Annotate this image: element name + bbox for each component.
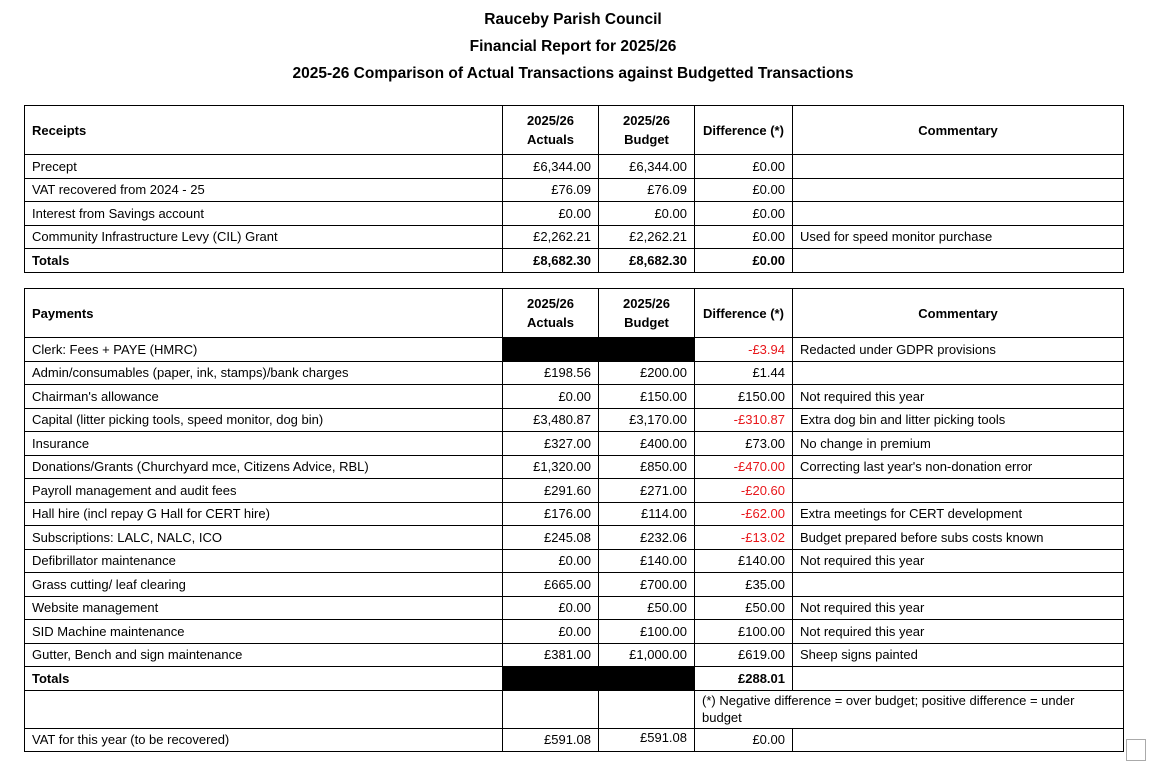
- budget-cell: £850.00: [599, 455, 695, 479]
- actuals-cell: £665.00: [503, 573, 599, 597]
- table-row: [25, 573, 1124, 597]
- difference-cell: £1.44: [695, 361, 793, 385]
- actuals-cell: £245.08: [503, 526, 599, 550]
- difference-cell: -£62.00: [695, 502, 793, 526]
- row-label: Hall hire (incl repay G Hall for CERT hire): [25, 502, 503, 526]
- table-row: [25, 225, 1124, 249]
- difference-cell: £150.00: [695, 385, 793, 409]
- report-title: Financial Report for 2025/26: [469, 38, 677, 55]
- vat-budget: £591.08: [599, 728, 695, 752]
- commentary-cell: Used for speed monitor purchase: [793, 225, 1124, 249]
- commentary-cell: Correcting last year's non-donation error: [793, 455, 1124, 479]
- commentary-cell: Not required this year: [793, 385, 1124, 409]
- checkbox[interactable]: [1126, 739, 1146, 761]
- difference-cell: £35.00: [695, 573, 793, 597]
- totals-actuals: £8,682.30: [503, 249, 599, 273]
- row-label: Insurance: [25, 432, 503, 456]
- table-row: [25, 408, 1124, 432]
- vat-label: VAT for this year (to be recovered): [25, 728, 503, 752]
- totals-label: Totals: [25, 249, 503, 273]
- budget-cell: £76.09: [599, 178, 695, 202]
- commentary-cell: Not required this year: [793, 549, 1124, 573]
- commentary-cell: Sheep signs painted: [793, 643, 1124, 667]
- receipts-header-row: [25, 106, 1124, 155]
- commentary-cell: Extra meetings for CERT development: [793, 502, 1124, 526]
- actuals-cell: £0.00: [503, 549, 599, 573]
- actuals-cell: £0.00: [503, 620, 599, 644]
- empty-cell: [25, 690, 503, 728]
- commentary-cell: [793, 155, 1124, 179]
- budget-cell: £400.00: [599, 432, 695, 456]
- budget-cell: £232.06: [599, 526, 695, 550]
- budget-cell: £114.00: [599, 502, 695, 526]
- budget-cell: £100.00: [599, 620, 695, 644]
- commentary-cell: Redacted under GDPR provisions: [793, 338, 1124, 362]
- redacted-cell: [503, 667, 599, 691]
- budget-cell: £0.00: [599, 202, 695, 226]
- budget-cell: £3,170.00: [599, 408, 695, 432]
- actuals-cell: £176.00: [503, 502, 599, 526]
- payments-header-difference: Difference (*): [695, 289, 793, 338]
- difference-cell: £100.00: [695, 620, 793, 644]
- totals-budget: £8,682.30: [599, 249, 695, 273]
- commentary-cell: Extra dog bin and litter picking tools: [793, 408, 1124, 432]
- row-label: Clerk: Fees + PAYE (HMRC): [25, 338, 503, 362]
- difference-cell: £140.00: [695, 549, 793, 573]
- difference-cell: £0.00: [695, 202, 793, 226]
- report-titles: [0, 6, 1146, 87]
- redacted-cell: [599, 667, 695, 691]
- payments-header-actuals: 2025/26 Actuals: [503, 289, 599, 338]
- commentary-cell: [793, 202, 1124, 226]
- budget-cell: £2,262.21: [599, 225, 695, 249]
- receipts-totals-row: [25, 249, 1124, 273]
- difference-cell: -£3.94: [695, 338, 793, 362]
- table-row: [25, 432, 1124, 456]
- commentary-cell: [793, 573, 1124, 597]
- difference-cell: £619.00: [695, 643, 793, 667]
- commentary-cell: Budget prepared before subs costs known: [793, 526, 1124, 550]
- difference-cell: £0.00: [695, 155, 793, 179]
- row-label: Website management: [25, 596, 503, 620]
- actuals-cell: £6,344.00: [503, 155, 599, 179]
- commentary-cell: No change in premium: [793, 432, 1124, 456]
- receipts-header-label: Receipts: [25, 106, 503, 155]
- row-label: Interest from Savings account: [25, 202, 503, 226]
- actuals-cell: £76.09: [503, 178, 599, 202]
- actuals-cell: £2,262.21: [503, 225, 599, 249]
- totals-difference: £288.01: [695, 667, 793, 691]
- receipts-header-actuals: 2025/26 Actuals: [503, 106, 599, 155]
- payments-table: [24, 288, 1124, 752]
- row-label: Community Infrastructure Levy (CIL) Grant: [25, 225, 503, 249]
- difference-cell: -£470.00: [695, 455, 793, 479]
- row-label: Donations/Grants (Churchyard mce, Citizens Advice, RBL): [25, 455, 503, 479]
- actuals-cell: £0.00: [503, 385, 599, 409]
- totals-commentary: [793, 667, 1124, 691]
- commentary-cell: Not required this year: [793, 620, 1124, 644]
- vat-difference: £0.00: [695, 728, 793, 752]
- row-label: Capital (litter picking tools, speed monitor, dog bin): [25, 408, 503, 432]
- row-label: Subscriptions: LALC, NALC, ICO: [25, 526, 503, 550]
- table-row: [25, 385, 1124, 409]
- budget-cell: £140.00: [599, 549, 695, 573]
- payments-totals-row: [25, 667, 1124, 691]
- table-row: [25, 178, 1124, 202]
- payments-header-row: [25, 289, 1124, 338]
- table-row: [25, 455, 1124, 479]
- difference-cell: £0.00: [695, 225, 793, 249]
- table-row: [25, 202, 1124, 226]
- empty-cell: [599, 690, 695, 728]
- budget-cell: £271.00: [599, 479, 695, 503]
- payments-header-commentary: Commentary: [793, 289, 1124, 338]
- commentary-cell: Not required this year: [793, 596, 1124, 620]
- difference-cell: -£310.87: [695, 408, 793, 432]
- payments-header-budget: 2025/26 Budget: [599, 289, 695, 338]
- vat-commentary: [793, 728, 1124, 752]
- council-name: Rauceby Parish Council: [484, 11, 662, 28]
- row-label: VAT recovered from 2024 - 25: [25, 178, 503, 202]
- row-label: Chairman's allowance: [25, 385, 503, 409]
- budget-cell: £200.00: [599, 361, 695, 385]
- commentary-cell: [793, 178, 1124, 202]
- difference-cell: -£20.60: [695, 479, 793, 503]
- difference-cell: £0.00: [695, 178, 793, 202]
- table-row: [25, 549, 1124, 573]
- actuals-cell: £0.00: [503, 202, 599, 226]
- row-label: Payroll management and audit fees: [25, 479, 503, 503]
- totals-commentary: [793, 249, 1124, 273]
- redacted-cell: [503, 338, 599, 362]
- row-label: Defibrillator maintenance: [25, 549, 503, 573]
- table-row: [25, 620, 1124, 644]
- vat-actuals: £591.08: [503, 728, 599, 752]
- row-label: Precept: [25, 155, 503, 179]
- actuals-cell: £1,320.00: [503, 455, 599, 479]
- commentary-cell: [793, 479, 1124, 503]
- vat-row: [25, 728, 1124, 752]
- actuals-cell: £327.00: [503, 432, 599, 456]
- table-row: [25, 479, 1124, 503]
- row-label: Gutter, Bench and sign maintenance: [25, 643, 503, 667]
- actuals-cell: £3,480.87: [503, 408, 599, 432]
- totals-label: Totals: [25, 667, 503, 691]
- table-row: [25, 643, 1124, 667]
- footnote-row: [25, 690, 1124, 728]
- budget-cell: £1,000.00: [599, 643, 695, 667]
- receipts-header-difference: Difference (*): [695, 106, 793, 155]
- receipts-header-budget: 2025/26 Budget: [599, 106, 695, 155]
- empty-cell: [503, 690, 599, 728]
- footnote: (*) Negative difference = over budget; positive difference = under budget: [695, 690, 1124, 728]
- table-row: [25, 338, 1124, 362]
- row-label: Admin/consumables (paper, ink, stamps)/bank charges: [25, 361, 503, 385]
- receipts-table: [24, 105, 1124, 273]
- budget-cell: £150.00: [599, 385, 695, 409]
- budget-cell: £50.00: [599, 596, 695, 620]
- difference-cell: -£13.02: [695, 526, 793, 550]
- difference-cell: £50.00: [695, 596, 793, 620]
- actuals-cell: £198.56: [503, 361, 599, 385]
- row-label: SID Machine maintenance: [25, 620, 503, 644]
- commentary-cell: [793, 361, 1124, 385]
- table-row: [25, 526, 1124, 550]
- budget-cell: £700.00: [599, 573, 695, 597]
- actuals-cell: £291.60: [503, 479, 599, 503]
- table-row: [25, 155, 1124, 179]
- budget-cell: £6,344.00: [599, 155, 695, 179]
- actuals-cell: £0.00: [503, 596, 599, 620]
- payments-header-label: Payments: [25, 289, 503, 338]
- difference-cell: £73.00: [695, 432, 793, 456]
- table-row: [25, 596, 1124, 620]
- row-label: Grass cutting/ leaf clearing: [25, 573, 503, 597]
- totals-difference: £0.00: [695, 249, 793, 273]
- actuals-cell: £381.00: [503, 643, 599, 667]
- table-row: [25, 502, 1124, 526]
- report-subtitle: 2025-26 Comparison of Actual Transactions against Budgetted Transactions: [292, 65, 854, 82]
- table-row: [25, 361, 1124, 385]
- redacted-cell: [599, 338, 695, 362]
- receipts-header-commentary: Commentary: [793, 106, 1124, 155]
